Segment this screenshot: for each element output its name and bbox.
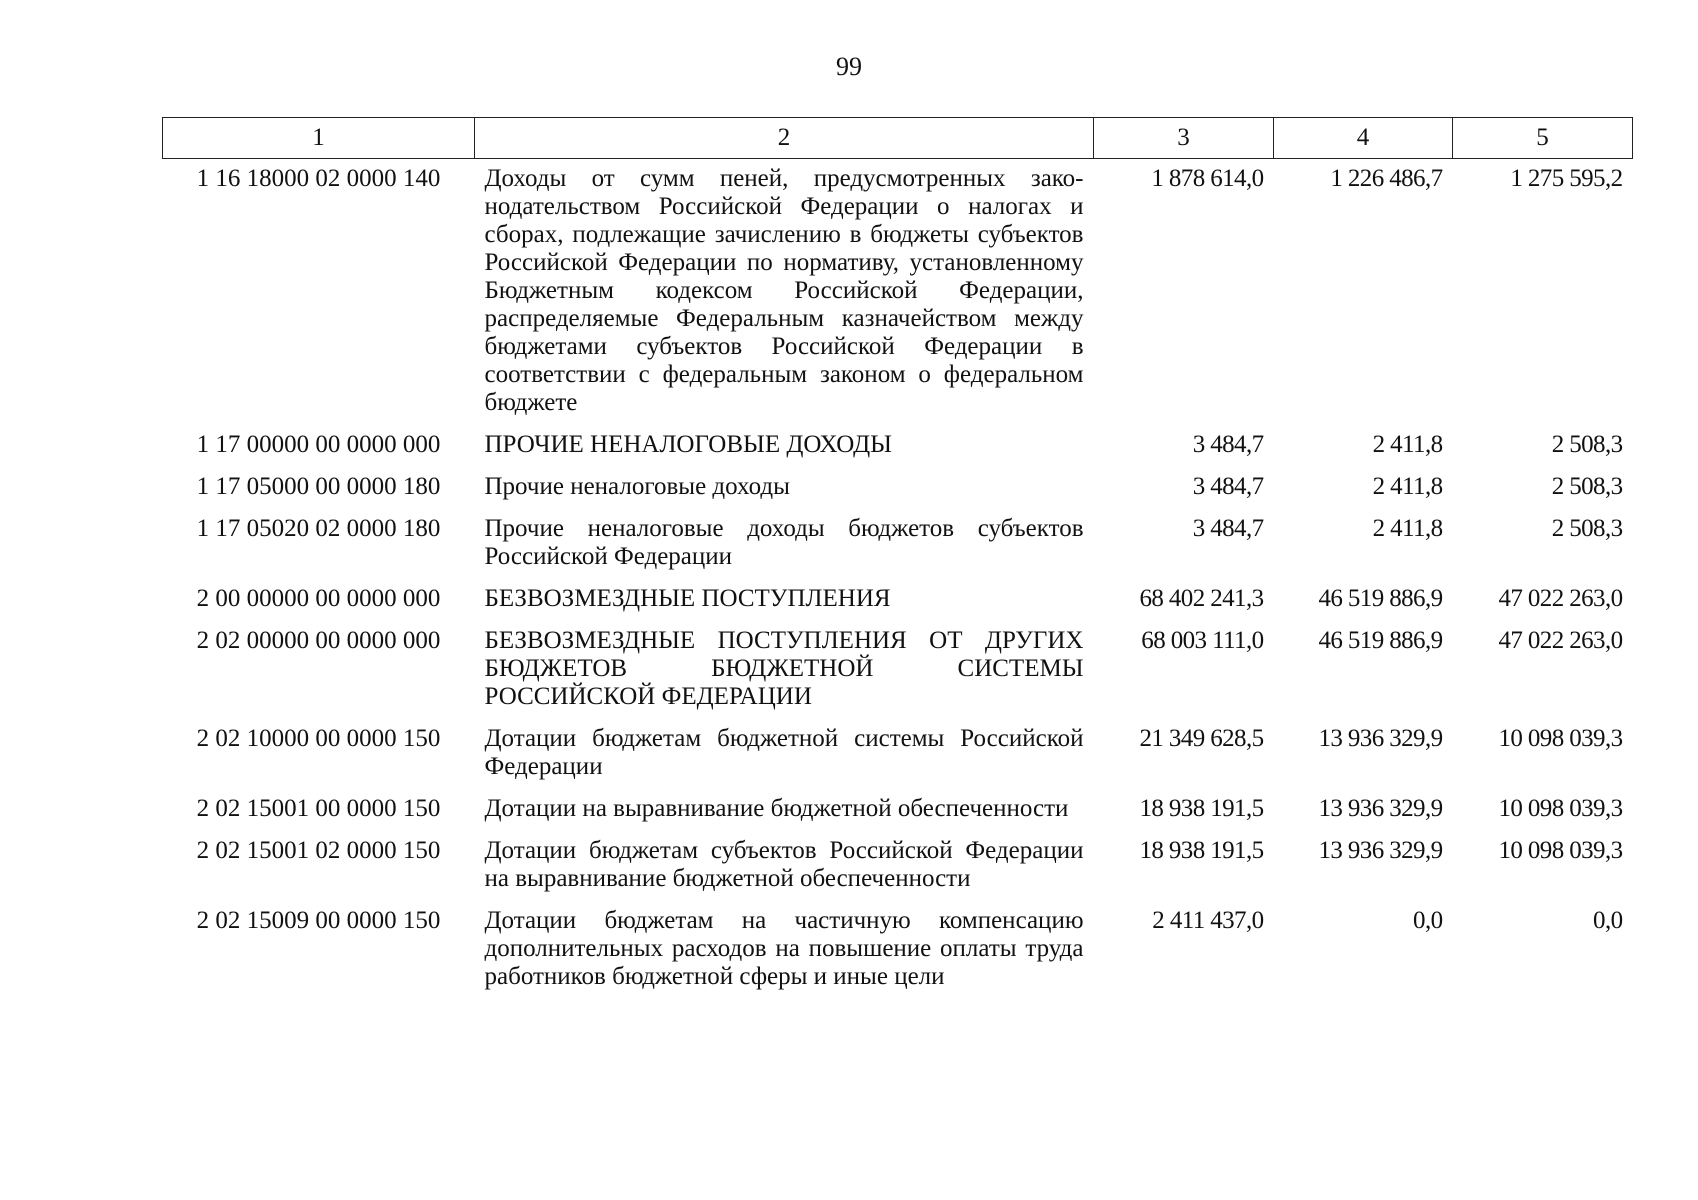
- amount-col4-cell: 1 226 486,7: [1330, 165, 1443, 192]
- revenue-name-cell: ПРОЧИЕ НЕНАЛОГОВЫЕ ДОХОДЫ: [484, 431, 892, 458]
- amount-col5-cell: 2 508,3: [1551, 515, 1623, 542]
- budget-code-cell: 1 17 05020 02 0000 180: [196, 515, 441, 542]
- column-header-3: 3: [1094, 118, 1274, 159]
- table-row: [163, 423, 1633, 465]
- table-row: [163, 899, 1633, 997]
- table-body: [163, 159, 1633, 998]
- amount-col3-cell: 68 402 241,3: [1139, 585, 1264, 612]
- table-header: [163, 118, 1633, 159]
- amount-col3-cell: 18 938 191,5: [1139, 837, 1264, 864]
- table-row: [163, 507, 1633, 577]
- amount-col5-cell: 2 508,3: [1551, 431, 1623, 458]
- table-row: [163, 577, 1633, 619]
- revenue-name-cell: Прочие неналоговые доходы: [484, 473, 790, 500]
- revenue-name-cell: Дотации бюджетам бюджетной системы Российской Федерации: [484, 725, 1084, 780]
- column-header-4: 4: [1274, 118, 1453, 159]
- amount-col4-cell: 2 411,8: [1372, 473, 1443, 500]
- amount-col5-cell: 1 275 595,2: [1510, 165, 1623, 192]
- amount-col4-cell: 2 411,8: [1372, 515, 1443, 542]
- table-row: [163, 619, 1633, 717]
- amount-col5-cell: 47 022 263,0: [1498, 585, 1623, 612]
- amount-col4-cell: 46 519 886,9: [1318, 585, 1443, 612]
- amount-col5-cell: 2 508,3: [1551, 473, 1623, 500]
- budget-code-cell: 2 02 00000 00 0000 000: [196, 627, 441, 654]
- amount-col4-cell: 13 936 329,9: [1318, 795, 1443, 822]
- revenue-name-cell: БЕЗВОЗМЕЗДНЫЕ ПОСТУПЛЕНИЯ ОТ ДРУГИХ БЮДЖЕТОВ БЮДЖЕТНОЙ СИСТЕМЫ РОССИЙСКОЙ ФЕДЕРАЦИИ: [484, 627, 1084, 710]
- page-number: 99: [836, 52, 862, 81]
- table-row: [163, 787, 1633, 829]
- revenue-name-cell: БЕЗВОЗМЕЗДНЫЕ ПОСТУПЛЕНИЯ: [484, 585, 891, 612]
- amount-col3-cell: 3 484,7: [1192, 515, 1264, 542]
- header-row: [163, 118, 1633, 159]
- amount-col5-cell: 0,0: [1593, 907, 1623, 934]
- amount-col5-cell: 47 022 263,0: [1498, 627, 1623, 654]
- amount-col3-cell: 2 411 437,0: [1152, 907, 1264, 934]
- budget-revenue-table: [162, 117, 1633, 997]
- amount-col3-cell: 68 003 111,0: [1141, 627, 1264, 654]
- column-header-1: 1: [163, 118, 475, 159]
- amount-col4-cell: 2 411,8: [1372, 431, 1443, 458]
- amount-col4-cell: 13 936 329,9: [1318, 725, 1443, 752]
- amount-col3-cell: 3 484,7: [1192, 473, 1264, 500]
- table-row: [163, 465, 1633, 507]
- amount-col4-cell: 0,0: [1413, 907, 1443, 934]
- budget-code-cell: 2 02 15001 00 0000 150: [196, 795, 441, 822]
- amount-col5-cell: 10 098 039,3: [1498, 725, 1623, 752]
- budget-code-cell: 2 02 15009 00 0000 150: [196, 907, 441, 934]
- column-header-2: 2: [475, 118, 1094, 159]
- budget-code-cell: 2 02 15001 02 0000 150: [196, 837, 441, 864]
- amount-col5-cell: 10 098 039,3: [1498, 837, 1623, 864]
- amount-col4-cell: 46 519 886,9: [1318, 627, 1443, 654]
- amount-col5-cell: 10 098 039,3: [1498, 795, 1623, 822]
- amount-col3-cell: 18 938 191,5: [1139, 795, 1264, 822]
- budget-code-cell: 1 17 00000 00 0000 000: [196, 431, 441, 458]
- table-row: [163, 159, 1633, 424]
- table-row: [163, 829, 1633, 899]
- revenue-name-cell: Дотации бюджетам субъектов Российской Федерации на выравнивание бюджетной обеспеченности: [484, 837, 1084, 892]
- budget-code-cell: 2 02 10000 00 0000 150: [196, 725, 441, 752]
- revenue-name-cell: Дотации бюджетам на частичную компенсацию дополнительных расходов на повышение оплаты труда работников бюджетной сферы и иные цели: [484, 907, 1084, 990]
- budget-code-cell: 1 16 18000 02 0000 140: [196, 165, 441, 192]
- amount-col3-cell: 1 878 614,0: [1151, 165, 1264, 192]
- budget-code-cell: 1 17 05000 00 0000 180: [196, 473, 441, 500]
- revenue-name-cell: Доходы от сумм пеней, предусмотренных законодательством Российской Федерации о налогах и сборах, подлежащие зачислению в бюджеты субъектов Российской Федерации по нормативу, установленному Бюджетным кодексом Российской Федерации, распределяемые Федеральным казначейством между бюджетами субъектов Российской Федерации в соответствии с федеральным законом о федеральном бюджете: [484, 165, 1084, 416]
- budget-code-cell: 2 00 00000 00 0000 000: [196, 585, 441, 612]
- amount-col4-cell: 13 936 329,9: [1318, 837, 1443, 864]
- amount-col3-cell: 21 349 628,5: [1139, 725, 1264, 752]
- table-row: [163, 717, 1633, 787]
- column-header-5: 5: [1453, 118, 1633, 159]
- revenue-name-cell: Дотации на выравнивание бюджетной обеспеченности: [484, 795, 1069, 822]
- amount-col3-cell: 3 484,7: [1192, 431, 1264, 458]
- revenue-name-cell: Прочие неналоговые доходы бюджетов субъектов Российской Федерации: [484, 515, 1084, 570]
